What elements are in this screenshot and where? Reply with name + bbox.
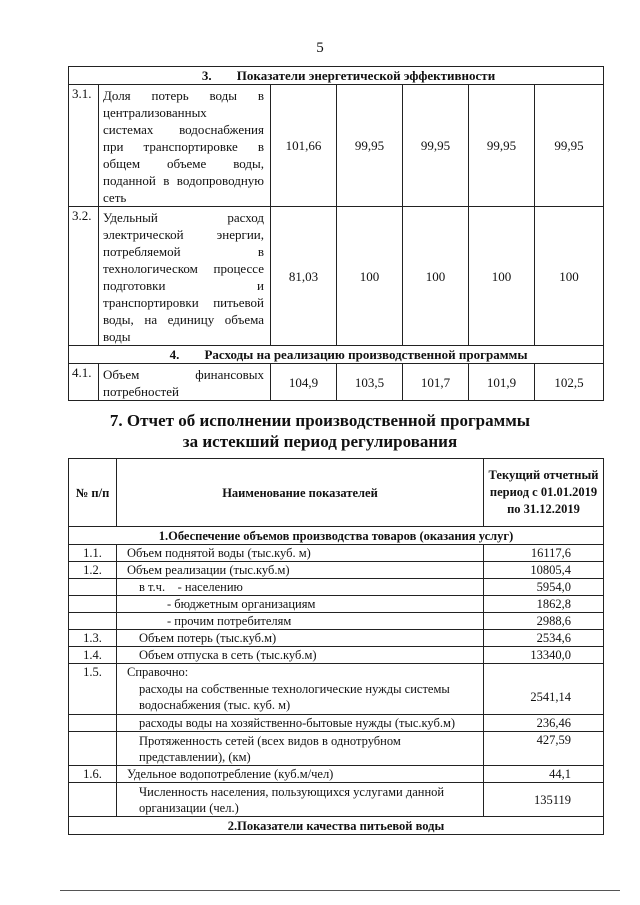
row-number: 1.2. (69, 562, 117, 579)
section-4-row (69, 346, 604, 364)
value-cell: 5954,0 (484, 579, 604, 596)
row-name: - прочим потребителям (117, 613, 484, 630)
row-number (69, 715, 117, 732)
header-num: № п/п (69, 459, 117, 527)
table-row (69, 630, 604, 647)
row-number: 3.2. (69, 207, 99, 346)
table-row (69, 596, 604, 613)
report-title-line2: за истекший период регулирования (182, 432, 458, 451)
value-cell: 44,1 (484, 766, 604, 783)
row-name: Объем поднятой воды (тыс.куб. м) (117, 545, 484, 562)
value-cell: 101,7 (403, 364, 469, 401)
row-number: 1.3. (69, 630, 117, 647)
energy-efficiency-table (68, 66, 604, 401)
table-row (69, 545, 604, 562)
table-row (69, 766, 604, 783)
row-number (69, 732, 117, 766)
table-row (69, 562, 604, 579)
row-number (69, 783, 117, 817)
section-3-row (69, 67, 604, 85)
row-name: Объем отпуска в сеть (тыс.куб.м) (117, 647, 484, 664)
value-cell: 104,9 (271, 364, 337, 401)
value-cell: 99,95 (337, 85, 403, 207)
table-row (69, 783, 604, 817)
table-row (69, 207, 604, 346)
table-row (69, 579, 604, 596)
value-cell: 236,46 (484, 715, 604, 732)
table-row (69, 613, 604, 630)
table-row (69, 85, 604, 207)
section-1-row (69, 527, 604, 545)
row-name: расходы на собственные технологические нужды системы водоснабжения (тыс. куб. м) (117, 681, 484, 715)
value-cell: 100 (403, 207, 469, 346)
section-2-row (69, 817, 604, 835)
value-cell: 81,03 (271, 207, 337, 346)
section-2-title: 2.Показатели качества питьевой воды (69, 817, 604, 835)
page-number: 5 (316, 40, 324, 56)
value-cell: 427,59 (484, 732, 604, 766)
production-report-table (68, 458, 604, 835)
row-number: 1.4. (69, 647, 117, 664)
report-title-line1: 7. Отчет об исполнении производственной программы (109, 411, 531, 430)
row-number (69, 596, 117, 613)
table-row (69, 715, 604, 732)
value-cell: 2541,14 (484, 681, 604, 715)
row-number (69, 613, 117, 630)
row-name: Объем потерь (тыс.куб.м) (117, 630, 484, 647)
value-cell: 2534,6 (484, 630, 604, 647)
row-name: Удельный расход электрической энергии, потребляемой в технологическом процессе подготовки и транспортировки питьевой воды, на единицу объема воды (99, 207, 271, 346)
row-number (69, 579, 117, 596)
value-cell: 102,5 (535, 364, 604, 401)
table-row (69, 647, 604, 664)
value-cell: 2988,6 (484, 613, 604, 630)
row-name: Протяженность сетей (всех видов в однотрубном представлении), (км) (117, 732, 484, 766)
value-cell: 101,9 (469, 364, 535, 401)
row-number: 4.1. (69, 364, 99, 401)
row-name: расходы воды на хозяйственно-бытовые нужды (тыс.куб.м) (117, 715, 484, 732)
row-name: Объем реализации (тыс.куб.м) (117, 562, 484, 579)
row-number: 1.1. (69, 545, 117, 562)
value-cell: 99,95 (535, 85, 604, 207)
value-cell: 16117,6 (484, 545, 604, 562)
value-cell: 13340,0 (484, 647, 604, 664)
table-row (69, 364, 604, 401)
row-number: 1.6. (69, 766, 117, 783)
row-name: Численность населения, пользующихся услугами данной организации (чел.) (117, 783, 484, 817)
value-cell: 101,66 (271, 85, 337, 207)
row-number: 3.1. (69, 85, 99, 207)
row-number (69, 681, 117, 715)
value-cell: 100 (469, 207, 535, 346)
table-row (69, 732, 604, 766)
header-row (69, 459, 604, 527)
page-bottom-divider (60, 890, 620, 891)
row-number: 1.5. (69, 664, 117, 681)
value-cell: 103,5 (337, 364, 403, 401)
value-cell: 99,95 (469, 85, 535, 207)
row-name: Доля потерь воды в централизованных системах водоснабжения при транспортировке в общем объеме воды, поданной в водопроводную сеть (99, 85, 271, 207)
row-name: Справочно: (117, 664, 484, 681)
value-cell: 10805,4 (484, 562, 604, 579)
section-4-title: 4. Расходы на реализацию производственной программы (69, 346, 604, 364)
value-cell: 100 (337, 207, 403, 346)
header-name: Наименование показателей (117, 459, 484, 527)
value-cell: 135119 (484, 783, 604, 817)
section-1-title: 1.Обеспечение объемов производства товаров (оказания услуг) (69, 527, 604, 545)
value-cell: 99,95 (403, 85, 469, 207)
value-cell: 100 (535, 207, 604, 346)
row-name: в т.ч. - населению (117, 579, 484, 596)
row-name: - бюджетным организациям (117, 596, 484, 613)
table-row (69, 664, 604, 681)
header-period: Текущий отчетный период с 01.01.2019 по 31.12.2019 (484, 459, 604, 527)
section-3-title: 3. Показатели энергетической эффективности (69, 67, 604, 85)
table-row (69, 681, 604, 715)
value-cell (484, 664, 604, 681)
value-cell: 1862,8 (484, 596, 604, 613)
row-name: Удельное водопотребление (куб.м/чел) (117, 766, 484, 783)
row-name: Объем финансовых потребностей (99, 364, 271, 401)
